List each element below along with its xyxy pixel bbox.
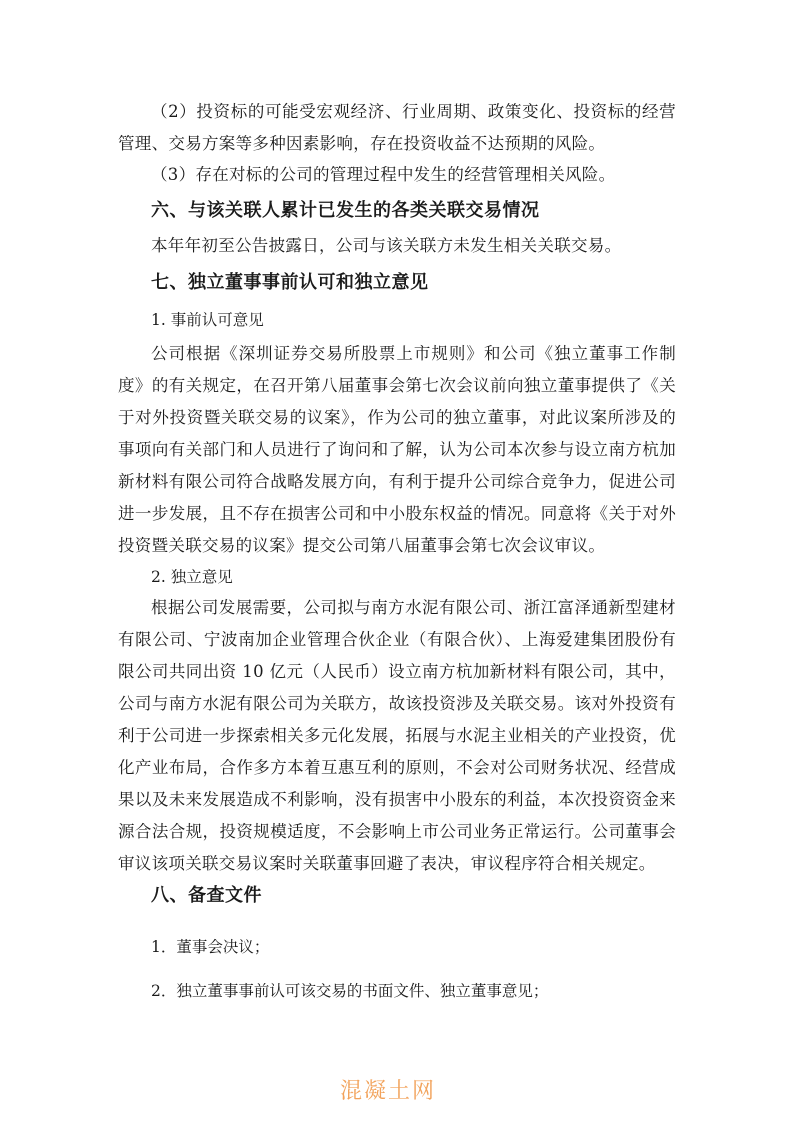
risk-item-3: （3）存在对标的公司的管理过程中发生的经营管理相关风险。 — [151, 165, 616, 184]
risk-item-2: （2）投资标的可能受宏观经济、行业周期、政策变化、投资标的经营管理、交易方案等多种因素影响，存在投资收益不达预期的风险。 — [118, 102, 676, 153]
section-7-sub1-label: 1. 事前认可意见 — [151, 311, 264, 329]
section-7-sub2-label: 2. 独立意见 — [151, 568, 233, 586]
reference-doc-2: 2．独立董事事前认可该交易的书面文件、独立董事意见； — [151, 982, 549, 1000]
section-6-body: 本年年初至公告披露日，公司与该关联方未发生相关关联交易。 — [151, 236, 622, 255]
section-6-heading: 六、与该关联人累计已发生的各类关联交易情况 — [151, 200, 540, 221]
reference-doc-1: 1．董事会决议； — [151, 938, 270, 956]
section-7-heading: 七、独立董事事前认可和独立意见 — [151, 272, 429, 293]
section-8-heading: 八、备查文件 — [151, 885, 262, 906]
watermark-logo: 混凝土网 — [340, 1079, 437, 1104]
section-7-sub1-body: 公司根据《深圳证券交易所股票上市规则》和公司《独立董事工作制度》的有关规定，在召开第八届董事会第七次会议前向独立董事提供了《关于对外投资暨关联交易的议案》，作为公司的独立董事，对此议案所涉及的事项向有关部门和人员进行了询问和了解，认为公司本次参与设立南方杭加新材料有限公司符合战略发展方向，有利于提升公司综合竞争力，促进公司进一步发展，且不存在损害公司和中小股东权益的情况。同意将《关于对外投资暨关联交易的议案》提交公司第八届董事会第七次会议审议。 — [118, 344, 676, 555]
section-7-sub2-body: 根据公司发展需要，公司拟与南方水泥有限公司、浙江富泽通新型建材有限公司、宁波南加企业管理合伙企业（有限合伙）、上海爱建集团股份有限公司共同出资 10 亿元（人民币）设立南方杭加新材料有限公司，其中，公司与南方水泥有限公司为关联方，故该投资涉及关联交易。该对外投资有利于公司进一步探索相关多元化发展，拓展与水泥主业相关的产业投资，优化产业布局，合作多方本着互惠互利的原则，不会对公司财务状况、经营成果以及未来发展造成不利影响，没有损害中小股东的利益，本次投资资金来源合法合规，投资规模适度，不会影响上市公司业务正常运行。公司董事会审议该项关联交易议案时关联董事回避了表决，审议程序符合相关规定。 — [118, 598, 676, 873]
